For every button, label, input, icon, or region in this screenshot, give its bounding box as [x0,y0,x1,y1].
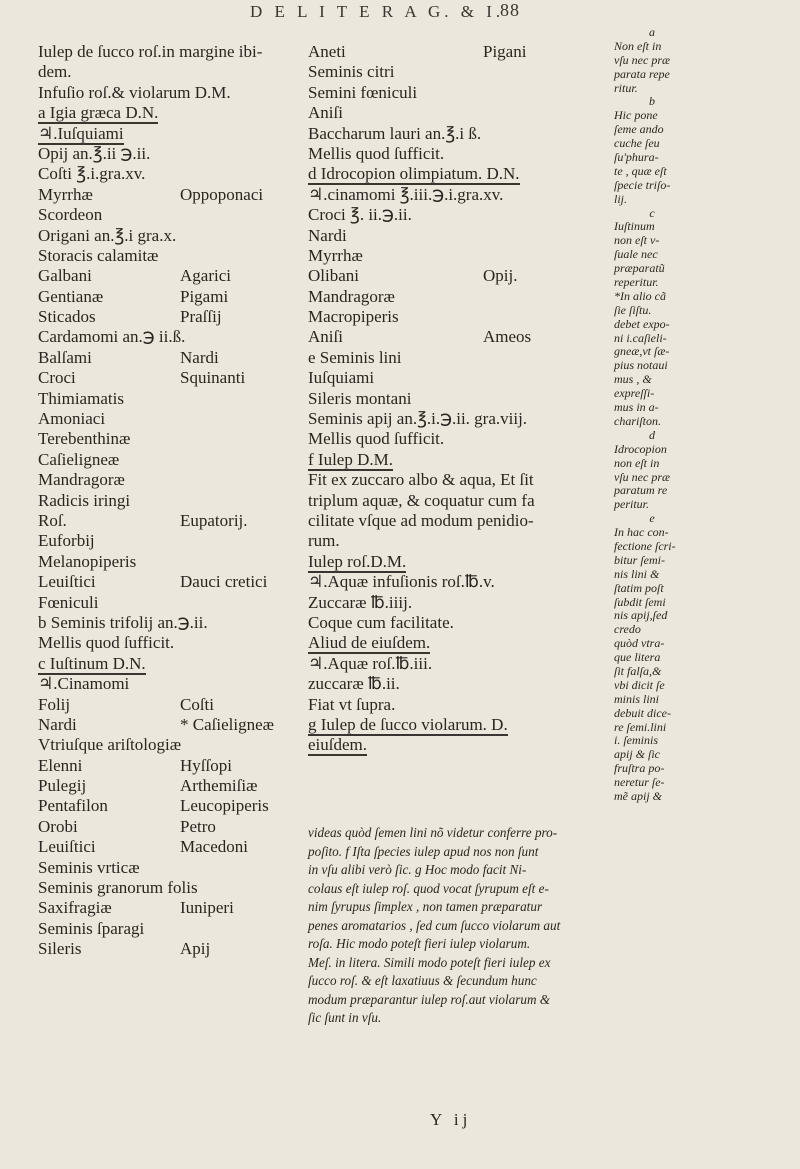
text-line [308,674,608,694]
line-text: Seminis citri [308,62,395,82]
margin-note-line: lij. [614,191,628,206]
text-line [38,776,300,796]
text-line [38,144,300,164]
text-line [38,368,300,388]
margin-note-line: reperitur. [614,275,659,290]
running-title: D E L I T E R A G. & I. [250,2,505,21]
line-text-right: Petro [180,816,216,836]
line-text: Galbani [38,266,92,286]
line-text: b Seminis trifolij an.℈.ii. [38,612,208,632]
text-line [308,735,608,755]
margin-note-line: gneæ,vt ſæ- [614,344,670,359]
line-text-right: Leucopiperis [180,796,269,816]
line-text: Iuſquiami [308,368,375,388]
line-text-right: Pigani [483,42,527,61]
margin-note-line: debet expo- [614,316,670,331]
line-text: Amoniaci [38,409,106,429]
margin-note-line: ſuale nec [614,247,658,262]
text-line [308,633,608,653]
margin-note-line: cuche ſeu [614,136,660,151]
text-line [38,450,300,470]
text-line [308,307,608,327]
middle-column [308,42,608,756]
text-line [308,695,608,715]
line-text: Nardi [308,225,347,245]
text-line [38,491,300,511]
footnote-line: videas quòd ſemen lini nõ videtur conferre pro- [308,825,558,840]
line-text: Storacis calamitæ [38,245,159,265]
text-line [308,164,608,184]
text-line [38,307,300,327]
line-text-right: Iuniperi [180,898,234,918]
line-text-right: Nardi [180,347,219,367]
footnote-line: roſa. Hic modo poteſt fieri iulep violarum. [308,936,531,951]
page-number: 88 [500,0,520,20]
margin-note-line: ſtatim poſt [614,580,664,595]
margin-note-line: apij & ſic [614,747,660,762]
line-text: Seminis vrticæ [38,857,140,877]
text-line [308,654,608,674]
text-line [38,348,300,368]
line-text: ♃.Iuſquiami [38,123,124,143]
text-line [38,939,300,959]
line-text: Gentianæ [38,286,104,306]
text-line [38,470,300,490]
margin-note-line: mus in a- [614,400,659,415]
line-text-right: Coſti [180,694,215,714]
line-text: Origani an.℥.i gra.x. [38,225,177,245]
line-text: Croci [38,368,76,388]
text-line [38,878,300,898]
margin-note-line: d [649,427,655,442]
line-text: Pentafilon [38,796,108,816]
line-text: Infuſio roſ.& violarum D.M. [38,82,231,102]
text-line [308,552,608,572]
text-line [38,695,300,715]
text-line [38,796,300,816]
text-line [308,226,608,246]
line-text: Euforbij [38,531,95,551]
line-text: e Seminis lini [308,347,402,367]
text-line [38,124,300,144]
margin-note-line: parata repe [614,66,670,81]
margin-note-line: quòd vtra- [614,636,665,651]
margin-note-line: Idrocopion [614,441,667,456]
text-line [38,266,300,286]
line-text: dem. [38,62,72,82]
line-text-right: Dauci cretici [180,572,268,592]
margin-note-line: ſpecie triſo- [614,177,671,192]
line-text: Folij [38,694,71,714]
line-text: ♃.Aquæ infuſionis roſ.℔.v. [308,572,495,592]
line-text: eiuſdem. [308,735,368,755]
running-header [250,0,610,28]
line-text: Mandragoræ [38,470,125,490]
line-text-right: Pigami [180,286,229,306]
margin-note-line: vſu nec præ [614,469,670,484]
line-text: Radicis iringi [38,490,131,510]
line-text: c Iuſtinum D.N. [38,653,146,673]
text-line [38,287,300,307]
line-text: Cardamomi an.℈ ii.ß. [38,327,186,347]
footnote-line: nim ſyrupus ſimplex , non tamen præparatur [308,899,543,914]
line-text: Pulegij [38,776,87,796]
line-text-right: Squinanti [180,368,246,388]
margin-note-line: e [649,511,655,526]
margin-note-line: non eſt v- [614,233,660,248]
line-text: zuccaræ ℔.ii. [308,674,400,694]
line-text-right: Agarici [180,266,231,286]
line-text: Iulep de ſucco roſ.in margine ibi- [38,42,263,61]
text-line [308,266,608,286]
margin-note-line: credo [614,622,641,637]
margin-note-line: ritur. [614,80,638,95]
margin-note-line: minis lini [614,691,660,706]
text-line [308,287,608,307]
text-line [38,593,300,613]
footnote-line: penes aromatarios , ſed cum ſucco violarum aut [308,917,561,933]
footnote-line: colaus eſt iulep roſ. quod vocat ſyrupum eſt e- [308,880,549,896]
line-text: Iulep roſ.D.M. [308,551,407,571]
margin-note-line: ſit falſa,& [614,663,662,678]
text-line [308,531,608,551]
line-text: Mellis quod ſufficit. [308,429,445,449]
text-line [308,62,608,82]
margin-note-line: i. ſeminis [614,733,658,748]
margin-note-line: mẽ apij & [614,788,662,803]
line-text-right: Oppoponaci [180,184,264,204]
line-text: Zuccaræ ℔.iiij. [308,592,413,612]
text-line [38,409,300,429]
line-text: Saxifragiæ [38,898,112,918]
text-line [38,735,300,755]
line-text-right: Opij. [483,266,518,286]
text-line [308,83,608,103]
line-text: Scordeon [38,205,103,225]
margin-note-line: b [649,94,655,109]
line-text-right: Macedoni [180,837,248,857]
margin-notes [614,26,690,804]
line-text: ♃.Cinamomi [38,674,130,694]
text-line [308,715,608,735]
text-line [308,185,608,205]
line-text: f Iulep D.M. [308,449,393,469]
text-line [38,837,300,857]
margin-note-line: *In alio cã [614,288,666,303]
line-text: Coſti ℥.i.gra.xv. [38,164,146,184]
text-line [38,226,300,246]
text-line [308,572,608,592]
line-text: Aniſi [308,327,343,347]
line-text: Semini fœniculi [308,82,418,102]
left-column [38,42,300,960]
line-text: Macropiperis [308,307,399,327]
line-text: Elenni [38,755,83,775]
margin-note-line: nis lini & [614,566,660,581]
text-line [38,205,300,225]
text-line [38,164,300,184]
margin-note-line: que litera [614,650,661,665]
line-text: Leuiſtici [38,572,96,592]
footnote-line: poſito. f Iſta ſpecies iulep apud nos non ſunt [308,843,539,859]
footnote-line: in vſu alibi verò ſic. g Hoc modo facit Ni- [308,862,527,877]
signature-mark: Y ij [430,1110,472,1129]
text-line [38,62,300,82]
text-line [308,42,608,62]
line-text-right: Eupatorij. [180,510,248,530]
margin-note-line: pius notaui [614,358,668,373]
line-text: Sileris montani [308,388,412,408]
line-text: Mellis quod ſufficit. [308,143,445,163]
text-line [38,817,300,837]
line-text: Aliud de eiuſdem. [308,633,431,653]
line-text: Leuiſtici [38,837,96,857]
line-text: Sileris [38,939,82,959]
text-line [308,593,608,613]
text-line [38,572,300,592]
text-line [308,327,608,347]
text-line [38,185,300,205]
footnote-line: ſic ſunt in vſu. [308,1010,382,1025]
text-line [38,633,300,653]
line-text-right: Arthemiſiæ [180,776,258,796]
margin-note-line: Non eſt in [614,38,662,53]
line-text: Fiat vt ſupra. [308,694,396,714]
line-text: Nardi [38,714,77,734]
text-line [38,327,300,347]
line-text: d Idrocopion olimpiatum. D.N. [308,164,520,184]
line-text-right: Praſſij [180,307,222,327]
line-text: triplum aquæ, & coquatur cum fa [308,490,535,510]
text-line [308,368,608,388]
line-text: ♃.cinamomi ℥.iii.℈.i.gra.xv. [308,184,504,204]
margin-note-line: Iuſtinum [614,219,655,234]
text-line [308,389,608,409]
line-text: Seminis granorum folis [38,878,198,898]
margin-note-line: peritur. [614,497,650,512]
text-line [308,470,608,490]
line-text: Balſami [38,347,92,367]
margin-note-line: bitur ſemi- [614,552,665,567]
text-line [38,919,300,939]
margin-note-line: ſeme ando [614,122,664,137]
line-text: Terebenthinæ [38,429,131,449]
line-text: Roſ. [38,510,67,530]
footnote-line: modum præparantur iulep roſ.aut violarum & [308,991,551,1007]
line-text: g Iulep de ſucco violarum. D. [308,714,508,734]
text-line [38,674,300,694]
text-line [38,898,300,918]
margin-note-line: mus , & [614,372,652,387]
margin-note-line: ſu'phura- [614,150,659,165]
text-line [38,389,300,409]
margin-note-line: non eſt in [614,455,660,470]
line-text: Thimiamatis [38,388,124,408]
footnote-line: ſucco roſ. & eſt laxatiuus & ſecundum hunc [308,973,537,988]
margin-note-line: chariſton. [614,413,661,428]
line-text: Fœniculi [38,592,99,612]
line-text: Opij an.℥.ii ℈.ii. [38,143,151,163]
line-text: Sticados [38,307,96,327]
line-text-right: Apij [180,939,211,959]
line-text: cilitate vſque ad modum penidio- [308,510,534,530]
text-line [38,42,300,62]
margin-note-line: vſu nec præ [614,52,670,67]
line-text-right: Ameos [483,327,532,347]
margin-note-line: ni i.caſieli- [614,330,667,345]
margin-note-line: re ſemi.lini [614,719,667,734]
margin-note-line: Hic pone [614,108,658,123]
text-line [308,348,608,368]
line-text: Olibani [308,266,359,286]
line-text: Fit ex zuccaro albo & aqua, Et ſit [308,470,534,490]
text-line [308,205,608,225]
text-line [308,511,608,531]
text-line [308,450,608,470]
text-line [38,858,300,878]
margin-note-line: ſubdit ſemi [614,594,666,609]
text-line [38,715,300,735]
margin-note-line: expreſſi- [614,386,655,401]
text-line [38,103,300,123]
margin-note-line: præparatũ [614,261,665,276]
line-text: Mandragoræ [308,286,395,306]
margin-note-line: vbi dicit ſe [614,677,665,692]
line-text: ♃.Aquæ roſ.℔.iii. [308,653,433,673]
margin-note-line: te , quæ eſt [614,163,667,178]
line-text: Baccharum lauri an.℥.i ß. [308,123,482,143]
margin-note-line: neretur ſe- [614,775,665,790]
line-text: Aneti [308,42,346,61]
margin-note-line: nis apij,ſed [614,608,668,623]
text-line [308,491,608,511]
text-line [38,654,300,674]
line-text: Mellis quod ſufficit. [38,633,175,653]
text-line [38,511,300,531]
line-text-right: * Caſieligneæ [180,714,274,734]
text-line [38,756,300,776]
text-line [308,429,608,449]
line-text: Seminis apij an.℥.i.℈.ii. gra.viij. [308,409,528,429]
margin-note-line: In hac con- [614,525,669,540]
line-text: Orobi [38,816,78,836]
line-text: rum. [308,531,340,551]
line-text-right: Hyſſopi [180,755,232,775]
line-text: Myrrhæ [38,184,93,204]
text-line [38,531,300,551]
text-line [308,246,608,266]
text-line [38,429,300,449]
line-text: Aniſi [308,103,343,123]
line-text: Seminis ſparagi [38,918,145,938]
text-line [38,246,300,266]
margin-note-line: a [649,25,655,39]
margin-note-line: fectione ſcri- [614,538,676,553]
margin-note-line: ſie ſiſtu. [614,302,652,317]
line-text: Melanopiperis [38,551,137,571]
line-text: Vtriuſque ariſtologiæ [38,735,182,755]
margin-note-line: fruſtra po- [614,761,665,776]
line-text: Myrrhæ [308,245,363,265]
text-line [308,144,608,164]
text-line [308,124,608,144]
line-text: Coque cum facilitate. [308,612,454,632]
line-text: Croci ℥. ii.℈.ii. [308,205,412,225]
line-text: a Igia græca D.N. [38,103,159,123]
line-text: Caſieligneæ [38,449,120,469]
footnote-block [308,824,612,1028]
text-line [308,409,608,429]
margin-note-line: debuit dice- [614,705,671,720]
text-line [308,103,608,123]
text-line [38,83,300,103]
footnote-line: Meſ. in litera. Simili modo poteſt fieri iulep ex [308,954,551,970]
margin-note-line: paratum re [614,483,668,498]
text-line [308,613,608,633]
text-line [38,552,300,572]
margin-note-line: c [649,205,655,220]
text-line [38,613,300,633]
